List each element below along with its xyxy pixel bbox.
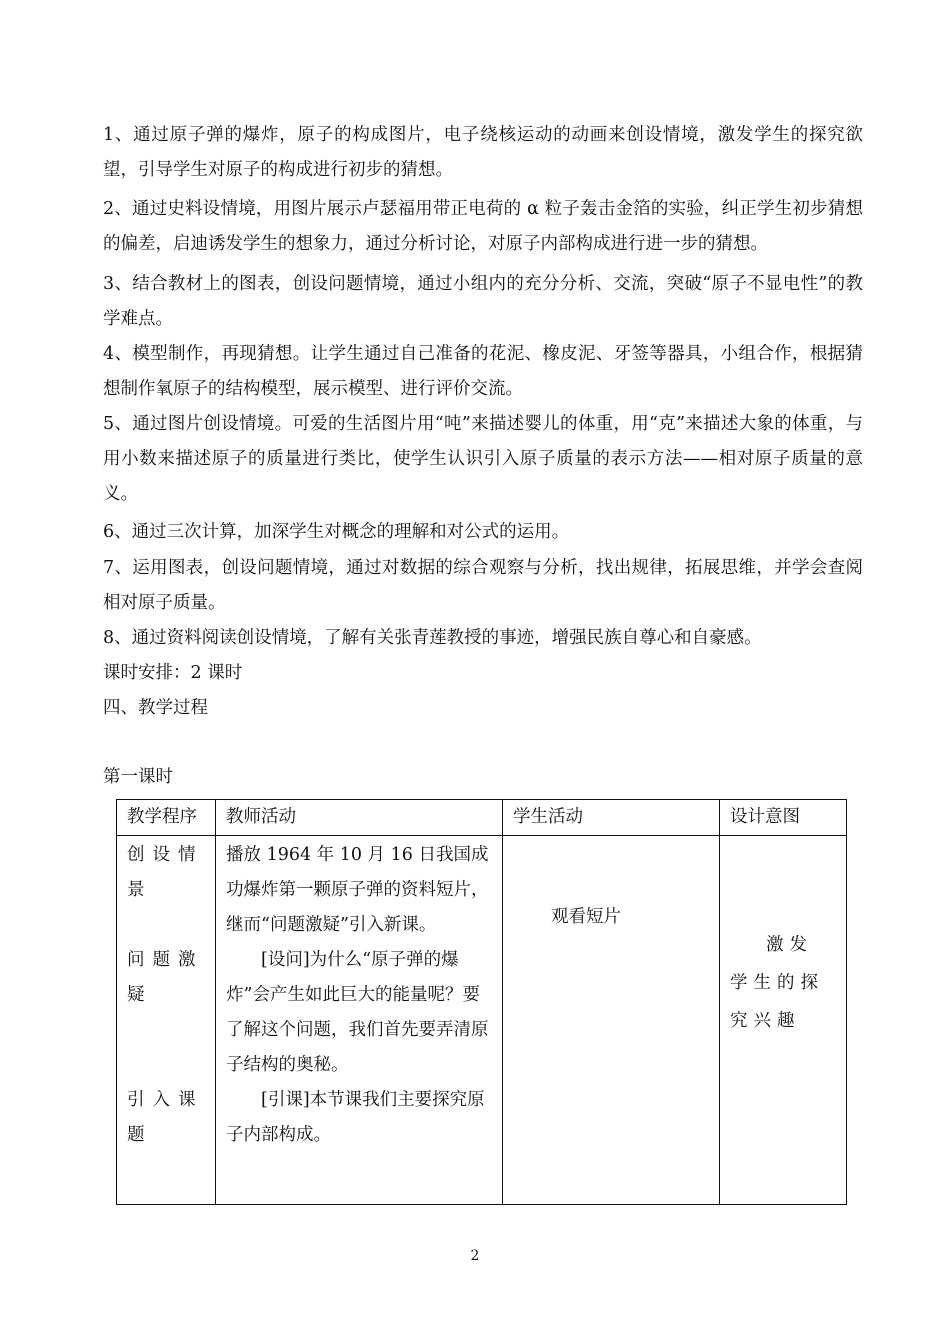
table-row [117,836,847,1205]
header-teacher: 教师活动 [216,800,503,836]
header-student: 学生活动 [503,800,720,836]
goal-8: 8、通过资料阅读创设情境，了解有关张青莲教授的事迹，增强民族自尊心和自豪感。 [103,628,762,648]
procedure-step-1: 创设情景 [127,845,204,900]
teacher-paragraph-1: 播放 1964 年 10 月 16 日我国成功爆炸第一颗原子弹的资料短片，继而“问题激疑”引入新课。 [226,845,489,935]
header-procedure: 教学程序 [117,800,216,836]
goal-6: 6、通过三次计算，加深学生对概念的理解和对公式的运用。 [103,522,570,542]
design-cell [720,836,847,1205]
section-title: 四、教学过程 [103,698,208,718]
goal-5: 5、通过图片创设情境。可爱的生活图片用“吨”来描述婴儿的体重，用“克”来描述大象的体重，与用小数来描述原子的质量进行类比，使学生认识引入原子质量的表示方法——相对原子质量的意义。 [103,414,863,504]
goal-1: 1、通过原子弹的爆炸，原子的构成图片，电子绕核运动的动画来创设情境，激发学生的探究欲望，引导学生对原子的构成进行初步的猜想。 [103,125,863,180]
teacher-paragraph-2: [设问]为什么“原子弹的爆炸”会产生如此巨大的能量呢？要了解这个问题，我们首先要弄清原子结构的奥秘。 [226,950,489,1075]
teacher-paragraph-3: [引课]本节课我们主要探究原子内部构成。 [226,1090,485,1145]
goal-4: 4、模型制作，再现猜想。让学生通过自己准备的花泥、橡皮泥、牙签等器具，小组合作，根据猜想制作氧原子的结构模型，展示模型、进行评价交流。 [103,344,863,399]
student-activity: 观看短片 [551,907,621,927]
teacher-cell [216,836,503,1205]
procedure-step-3: 引入课题 [127,1090,204,1145]
lesson-table [116,799,847,1205]
goal-7: 7、运用图表，创设问题情境，通过对数据的综合观察与分析，找出规律，拓展思维，并学会查阅相对原子质量。 [103,558,863,613]
header-design: 设计意图 [720,800,847,836]
goal-2: 2、通过史料设情境，用图片展示卢瑟福用带正电荷的 α 粒子轰击金箔的实验，纠正学生初步猜想的偏差，启迪诱发学生的想象力，通过分析讨论，对原子内部构成进行进一步的猜想。 [103,199,863,254]
design-intent-line-1: 激发 [766,935,813,955]
goal-3: 3、结合教材上的图表，创设问题情境，通过小组内的充分分析、交流，突破“原子不显电性”的教学难点。 [103,274,863,329]
design-intent-line-2: 学生的探究兴趣 [730,973,824,1031]
procedure-cell [117,836,216,1205]
lesson-label: 第一课时 [103,767,173,787]
table-header-row [117,800,847,836]
procedure-step-2: 问题激疑 [127,950,204,1005]
design-intent [730,838,836,1040]
student-cell [503,836,720,1205]
schedule: 课时安排：2 课时 [103,663,243,683]
page-number: 2 [470,1248,480,1264]
